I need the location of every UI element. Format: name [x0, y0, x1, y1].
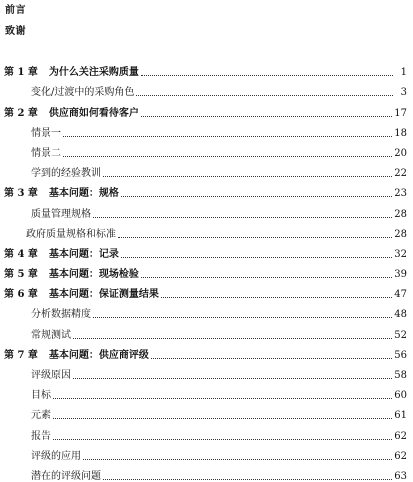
dot-leader — [63, 136, 392, 137]
toc-chapter-entry — [0, 58, 413, 78]
section-title: 元素 — [31, 410, 51, 422]
page-number: 58 — [394, 370, 407, 381]
dot-leader — [121, 196, 392, 197]
chapter-title: 基本问题：记录 — [48, 248, 119, 260]
dot-leader — [73, 338, 392, 339]
dot-leader — [141, 116, 392, 117]
section-title: 分析数据精度 — [31, 309, 91, 321]
chapter-number: 第 6 章 — [4, 289, 38, 301]
toc-section-entry — [0, 119, 413, 139]
section-title: 潜在的评级问题 — [31, 470, 101, 482]
dot-leader — [53, 398, 392, 399]
dot-leader — [136, 95, 393, 96]
page-number: 17 — [394, 107, 407, 119]
dot-leader — [73, 378, 392, 379]
page-number: 32 — [394, 248, 407, 260]
page-number: 56 — [394, 349, 407, 361]
page-number: 47 — [394, 289, 407, 301]
dot-leader — [118, 237, 392, 238]
toc-chapter-entry — [0, 179, 413, 199]
toc-section-entry — [0, 199, 413, 219]
page-number: 61 — [394, 410, 407, 422]
chapter-number: 第 3 章 — [4, 188, 38, 200]
page-number: 28 — [394, 208, 407, 220]
dot-leader — [103, 176, 392, 177]
toc-section-entry — [0, 159, 413, 179]
toc-section-entry — [0, 421, 413, 441]
section-title: 评级的应用 — [31, 450, 81, 462]
dot-leader — [141, 277, 392, 278]
dot-leader — [93, 217, 392, 218]
page-number: 39 — [394, 269, 407, 281]
chapter-number: 第 2 章 — [4, 107, 38, 119]
chapter-title: 基本问题：现场检验 — [48, 269, 139, 281]
toc-section-entry — [0, 320, 413, 340]
toc-chapter-entry — [0, 280, 413, 300]
chapter-number: 第 7 章 — [4, 349, 38, 361]
toc-chapter-entry — [0, 98, 413, 118]
dot-leader — [141, 75, 393, 76]
chapter-number: 第 4 章 — [4, 248, 38, 260]
page-number: 52 — [394, 329, 407, 341]
chapter-number: 第 5 章 — [4, 269, 38, 281]
page-number: 63 — [394, 470, 407, 482]
dot-leader — [83, 459, 392, 460]
dot-leader — [93, 317, 392, 318]
toc-section-entry — [0, 401, 413, 421]
chapter-title: 基本问题：规格 — [48, 188, 119, 200]
front-matter-preface: 前言 — [5, 5, 26, 16]
toc-section-entry — [0, 220, 413, 240]
section-title: 目标 — [31, 390, 51, 402]
toc-section-entry — [0, 300, 413, 320]
dot-leader — [103, 479, 392, 480]
section-title: 质量管理规格 — [31, 208, 91, 220]
dot-leader — [121, 257, 392, 258]
page-number: 62 — [394, 430, 407, 442]
section-title: 报告 — [31, 430, 51, 442]
page-number: 22 — [394, 168, 407, 180]
chapter-title: 基本问题：供应商评级 — [48, 349, 149, 361]
dot-leader — [161, 297, 392, 298]
page-number: 23 — [394, 188, 407, 200]
toc-chapter-entry — [0, 240, 413, 260]
chapter-title: 为什么关注采购质量 — [48, 67, 139, 79]
section-title: 情景二 — [31, 147, 61, 159]
table-of-contents — [0, 58, 413, 482]
page-number: 60 — [394, 390, 407, 402]
page-number: 20 — [394, 147, 407, 159]
toc-chapter-entry — [0, 341, 413, 361]
toc-section-entry — [0, 361, 413, 381]
dot-leader — [151, 358, 392, 359]
chapter-title: 供应商如何看待客户 — [48, 107, 139, 119]
page-number: 48 — [394, 309, 407, 321]
section-title: 变化/过渡中的采购角色 — [31, 87, 135, 99]
page-number: 28 — [394, 228, 407, 240]
dot-leader — [53, 418, 392, 419]
chapter-title: 基本问题：保证测量结果 — [48, 289, 159, 301]
front-matter-acknowledgements: 致谢 — [5, 26, 26, 37]
toc-section-entry — [0, 139, 413, 159]
page-number: 18 — [394, 127, 407, 139]
dot-leader — [63, 156, 392, 157]
page-number: 3 — [400, 87, 407, 99]
toc-section-entry — [0, 78, 413, 98]
toc-chapter-entry — [0, 260, 413, 280]
page-number: 62 — [394, 450, 407, 462]
dot-leader — [53, 439, 392, 440]
chapter-number: 第 1 章 — [4, 67, 38, 79]
section-title: 常规测试 — [31, 329, 71, 341]
toc-section-entry — [0, 462, 413, 482]
section-title: 政府质量规格和标准 — [26, 228, 116, 240]
section-title: 学到的经验教训 — [31, 168, 101, 180]
toc-section-entry — [0, 381, 413, 401]
toc-section-entry — [0, 442, 413, 462]
section-title: 评级原因 — [31, 370, 71, 381]
page-number: 1 — [400, 67, 407, 79]
section-title: 情景一 — [31, 127, 61, 139]
